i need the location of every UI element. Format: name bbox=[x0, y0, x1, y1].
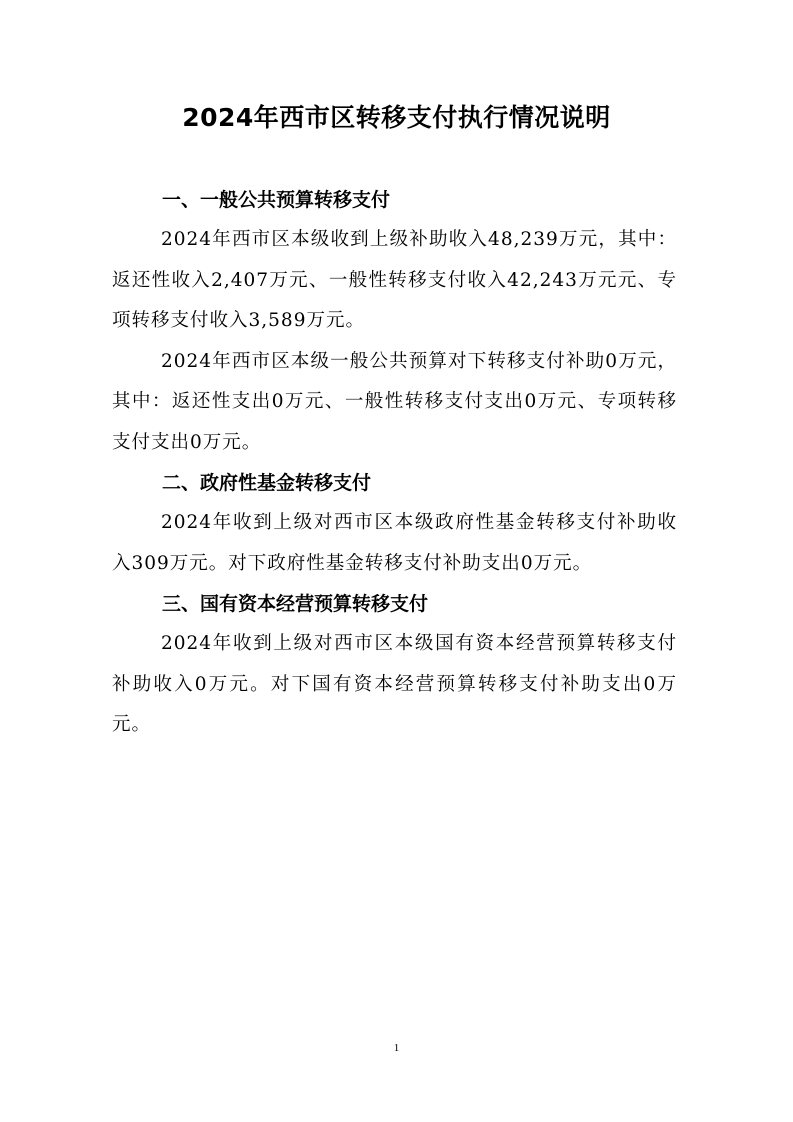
paragraph: 2024年西市区本级一般公共预算对下转移支付补助0万元，其中：返还性支出0万元、一般性转移支付支出0万元、专项转移支付支出0万元。 bbox=[112, 350, 677, 453]
page-number: 1 bbox=[393, 1042, 400, 1054]
section-state-capital bbox=[112, 584, 677, 746]
section-heading: 一、一般公共预算转移支付 bbox=[162, 189, 391, 211]
section-government-fund bbox=[112, 463, 677, 584]
paragraph: 2024年西市区本级收到上级补助收入48,239万元，其中：返还性收入2,407万元、一般性转移支付收入42,243万元元、专项转移支付收入3,589万元。 bbox=[112, 229, 677, 331]
document-title: 2024年西市区转移支付执行情况说明 bbox=[182, 103, 611, 132]
section-heading: 二、政府性基金转移支付 bbox=[162, 472, 372, 494]
section-heading: 三、国有资本经营预算转移支付 bbox=[162, 593, 429, 615]
document-body bbox=[112, 180, 677, 746]
paragraph: 2024年收到上级对西市区本级政府性基金转移支付补助收入309万元。对下政府性基金转移支付补助支出0万元。 bbox=[112, 512, 677, 574]
section-general-budget bbox=[112, 180, 677, 463]
paragraph: 2024年收到上级对西市区本级国有资本经营预算转移支付补助收入0万元。对下国有资本经营预算转移支付补助支出0万元。 bbox=[112, 633, 677, 735]
